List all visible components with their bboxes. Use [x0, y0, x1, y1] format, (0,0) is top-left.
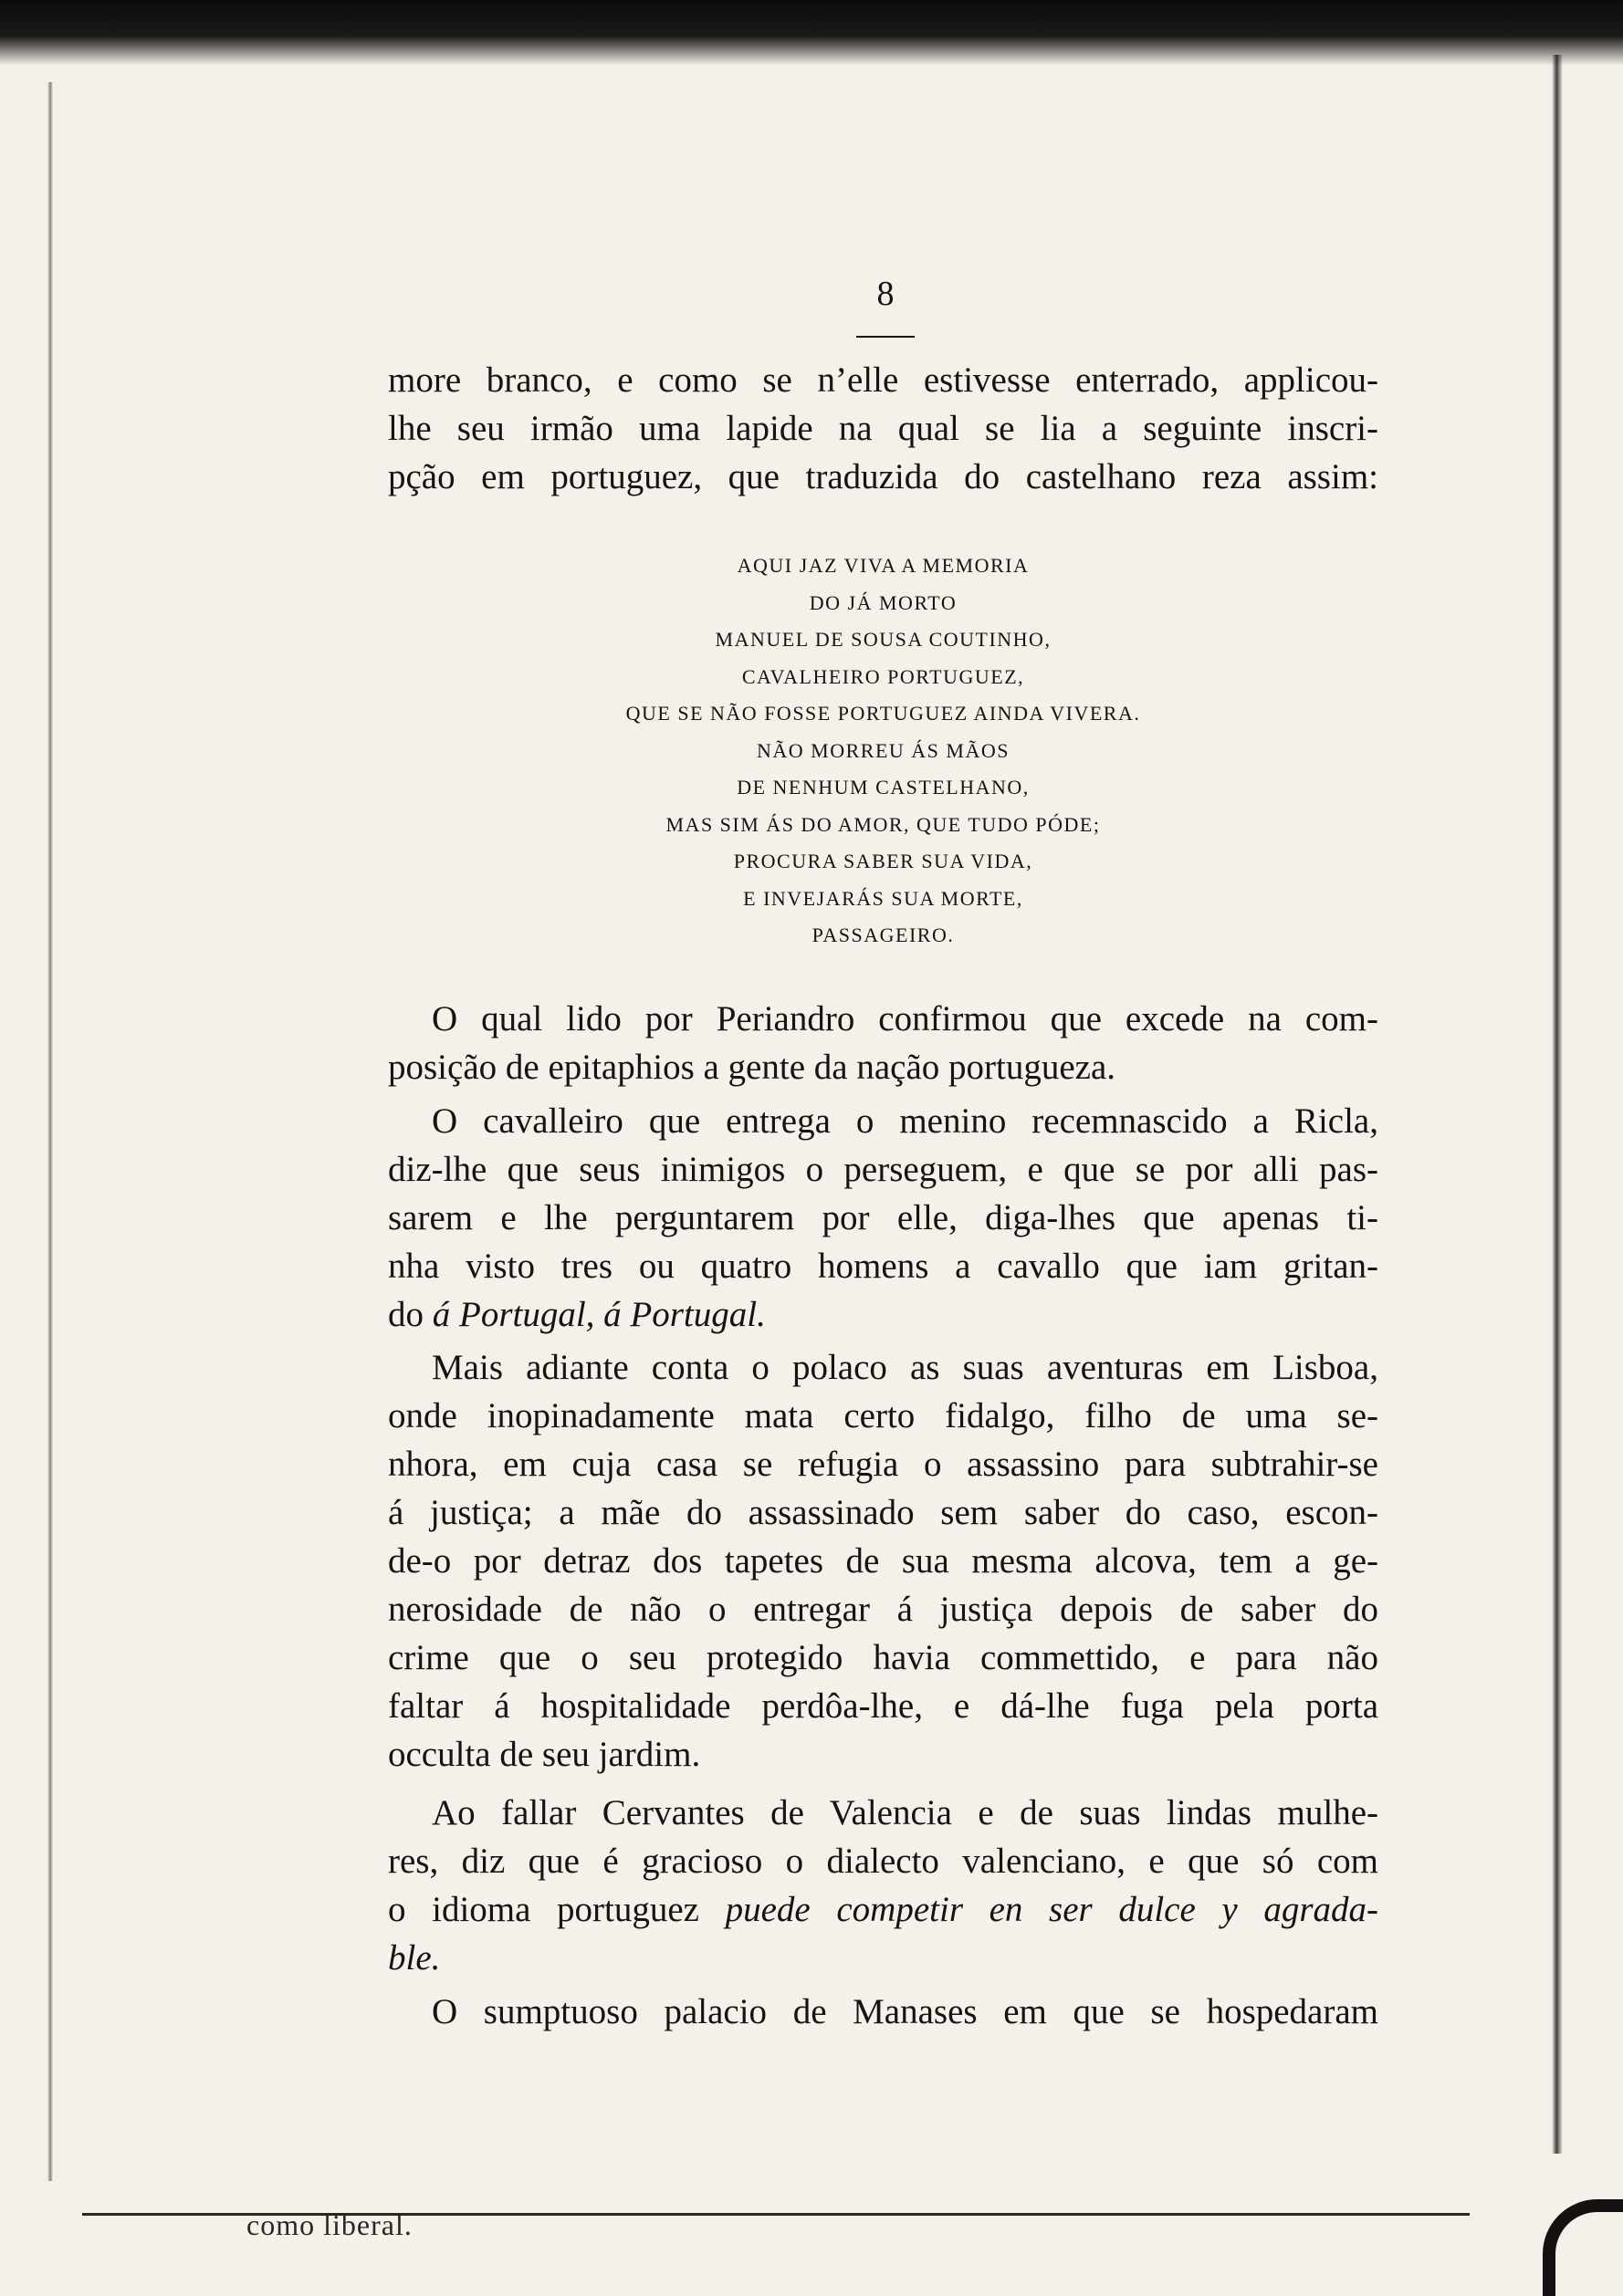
paragraph-5 — [388, 1789, 1378, 1982]
inscription-line: DE NENHUM CASTELHANO, — [737, 776, 1030, 798]
scan-top-edge — [0, 0, 1623, 66]
text-line: occulta de seu jardim. — [388, 1735, 701, 1774]
inscription-line: MAS SIM ÁS DO AMOR, QUE TUDO PÓDE; — [665, 812, 1101, 836]
text-fragment: o idioma portuguez — [388, 1890, 726, 1929]
inscription-line: QUE SE NÃO FOSSE PORTUGUEZ AINDA VIVERA. — [625, 702, 1141, 725]
text-line — [388, 1885, 1378, 1934]
text-line: O cavalleiro que entrega o menino recemnascido a Ricla, — [432, 1101, 1378, 1141]
text-line: more branco, e como se n’elle estivesse enterrado, applicou- — [388, 360, 1378, 400]
text-line: O qual lido por Periandro confirmou que excede na com- — [432, 999, 1378, 1038]
text-line: á justiça; a mãe do assassinado sem saber do caso, escon- — [388, 1493, 1378, 1532]
text-line: onde inopinadamente mata certo fidalgo, filho de uma se- — [388, 1396, 1378, 1435]
text-line: crime que o seu protegido havia commettido, e para não — [388, 1638, 1378, 1677]
epitaph-inscription — [388, 548, 1378, 955]
page-number-rule — [856, 336, 915, 338]
paragraph-1 — [388, 356, 1378, 501]
inscription-line: CAVALHEIRO PORTUGUEZ, — [741, 664, 1025, 688]
inscription-line: PROCURA SABER SUA VIDA, — [733, 850, 1033, 872]
text-line: res, diz que é gracioso o dialecto valenciano, e que só com — [388, 1842, 1378, 1881]
text-line: lhe seu irmão uma lapide na qual se lia a seguinte inscri- — [388, 409, 1378, 448]
text-line: nha visto tres ou quatro homens a cavallo que iam gritan- — [388, 1247, 1378, 1286]
text-line: O sumptuoso palacio de Manases em que se hospedaram — [432, 1992, 1378, 2031]
inscription-line: PASSAGEIRO. — [812, 924, 955, 946]
text-line: diz-lhe que seus inimigos o perseguem, e que se por alli pas- — [388, 1150, 1378, 1189]
inscription-line: MANUEL DE SOUSA COUTINHO, — [715, 628, 1052, 651]
scan-right-edge — [1552, 55, 1563, 2154]
paragraph-3 — [388, 1097, 1378, 1339]
page-number: 8 — [876, 275, 895, 313]
spanish-quote-end: ble. — [388, 1938, 441, 1978]
next-page-bleed-text: como liberal. — [246, 2208, 413, 2241]
text-line: pção em portuguez, que traduzida do castelhano reza assim: — [388, 457, 1378, 496]
paragraph-4 — [388, 1343, 1378, 1779]
text-line — [388, 1290, 1378, 1339]
text-line: nhora, em cuja casa se refugia o assassino para subtrahir-se — [388, 1445, 1378, 1484]
inscription-line: E INVEJARÁS SUA MORTE, — [743, 886, 1023, 910]
page-corner-mark — [1543, 2199, 1623, 2296]
text-line: Mais adiante conta o polaco as suas aventuras em Lisboa, — [432, 1348, 1378, 1387]
inscription-line: NÃO MORREU ÁS MÃOS — [757, 738, 1010, 762]
text-fragment: do — [388, 1295, 433, 1334]
paragraph-2 — [388, 995, 1378, 1091]
text-line: posição de epitaphios a gente da nação portugueza. — [388, 1048, 1116, 1087]
inscription-line: DO JÁ MORTO — [809, 590, 958, 614]
text-line: Ao fallar Cervantes de Valencia e de suas lindas mulhe- — [432, 1793, 1378, 1832]
spanish-quote: puede competir en ser dulce y agrada- — [725, 1890, 1378, 1929]
text-line: sarem e lhe perguntarem por elle, diga-lhes que apenas ti- — [388, 1198, 1378, 1237]
scan-left-edge — [47, 82, 53, 2181]
text-line: nerosidade de não o entregar á justiça depois de saber do — [388, 1590, 1378, 1629]
italic-exclamation: á Portugal, á Portugal. — [432, 1295, 766, 1334]
inscription-line: AQUI JAZ VIVA A MEMORIA — [737, 554, 1030, 577]
text-line: de-o por detraz dos tapetes de sua mesma alcova, tem a ge- — [388, 1541, 1378, 1581]
paragraph-6 — [388, 1988, 1378, 2036]
text-line: faltar á hospitalidade perdôa-lhe, e dá-lhe fuga pela porta — [388, 1686, 1378, 1726]
